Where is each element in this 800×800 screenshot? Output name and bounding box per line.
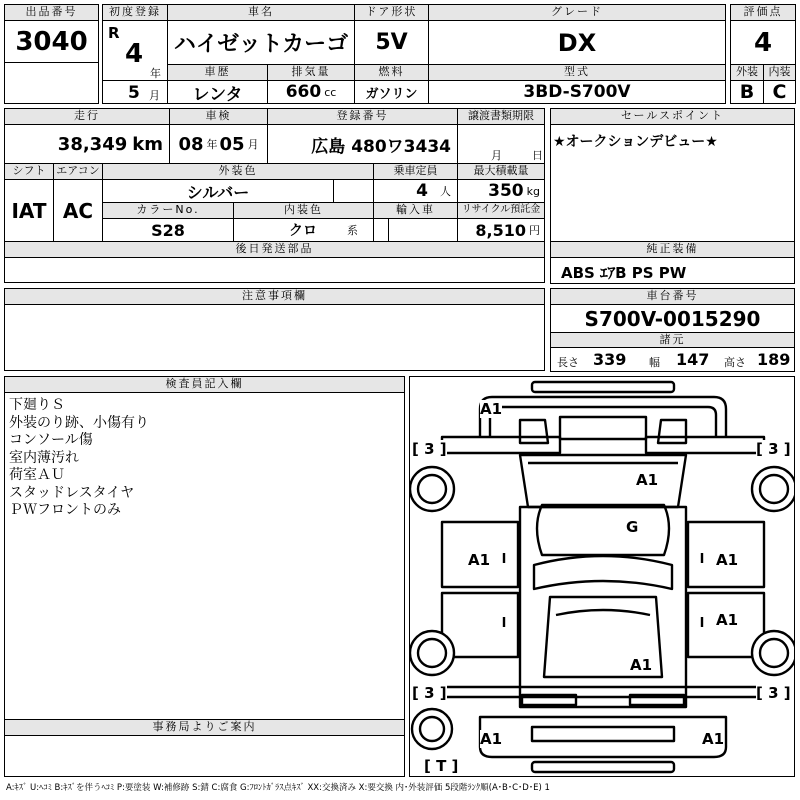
door-label: ドア形状 xyxy=(354,4,429,21)
sales-points-text: ★オークションデビュー★ xyxy=(553,134,718,150)
interior-grade: C xyxy=(763,80,796,104)
details-section xyxy=(4,108,545,283)
color: シルバー xyxy=(102,179,334,203)
interior-color-unit: 系 xyxy=(347,224,358,237)
length: 339 xyxy=(593,350,627,369)
fuel: ガソリン xyxy=(354,80,429,104)
mark-right-front-door: A1 xyxy=(716,551,739,569)
front-left-wheel xyxy=(410,467,454,511)
interior-color-label: 内装色 xyxy=(233,202,374,219)
height-label: 高さ xyxy=(724,356,746,369)
lot-number: 3040 xyxy=(4,20,99,63)
inspector-notes: 下廻りＳ 外装のり跡、小傷有り コンソール傷 室内薄汚れ 荷室ＡＵ スタッドレスタイヤ ＰＷフロントのみ xyxy=(4,392,405,720)
car-name-label: 車名 xyxy=(167,4,355,21)
door-type: 5V xyxy=(354,20,429,65)
equipment-text: ABS ｴｱB PS PW xyxy=(561,264,687,282)
equipment xyxy=(550,257,795,284)
import-left xyxy=(373,218,389,242)
inspection xyxy=(169,124,268,164)
height: 189 xyxy=(757,350,791,369)
mark-rear-area: A1 xyxy=(630,656,653,674)
tire-front-right: [ 3 ] xyxy=(756,440,791,458)
lot-number-label: 出品番号 xyxy=(4,4,99,21)
sales-points xyxy=(550,124,795,242)
interior-label: 内装 xyxy=(763,64,796,81)
length-label: 長さ xyxy=(557,356,579,369)
transfer-month-unit: 月 xyxy=(491,149,502,162)
recycle xyxy=(457,218,545,242)
inspection-month-unit: 月 xyxy=(247,138,259,151)
history: レンタ xyxy=(167,80,268,104)
model-label: 型式 xyxy=(428,64,726,81)
load-label: 最大積載量 xyxy=(457,163,545,180)
capacity-label: 乗車定員 xyxy=(373,163,458,180)
mark-left-front-door: A1 xyxy=(468,551,491,569)
grade-label: グレード xyxy=(428,4,726,21)
displacement-label: 排気量 xyxy=(267,64,355,81)
exterior-grade: B xyxy=(730,80,764,104)
reg-year: 4 xyxy=(125,39,144,69)
registration-label: 登録番号 xyxy=(267,108,458,125)
exterior-label: 外装 xyxy=(730,64,764,81)
inspection-year-unit: 年 xyxy=(206,138,218,151)
legend: A:ｷｽﾞ U:ﾍｺﾐ B:ｷｽﾞを伴うﾍｺﾐ P:要塗装 W:補修跡 S:錆 C:腐食 G:ﾌﾛﾝﾄｶﾞﾗｽ点ｷｽﾞ XX:交換済み X:要交換 内･外装評価 5段階ﾗﾝｸ順(A･B･C･D･E) 1 xyxy=(6,783,550,793)
mileage-unit: km xyxy=(132,133,163,155)
equipment-label: 純正装備 xyxy=(550,241,795,258)
shift: IAT xyxy=(4,179,54,242)
reg-month-unit: 月 xyxy=(149,89,160,102)
load xyxy=(457,179,545,203)
color-no: S28 xyxy=(102,218,234,242)
later-parts-value xyxy=(4,257,545,283)
mark-rear-left: A1 xyxy=(480,730,503,748)
caution-label: 注意事項欄 xyxy=(4,288,545,305)
score: 4 xyxy=(730,20,796,65)
interior-color-value: クロ xyxy=(289,223,317,239)
mark-windshield: A1 xyxy=(636,471,659,489)
mark-right-rear-door: A1 xyxy=(716,611,739,629)
mark-roof: G xyxy=(626,518,639,536)
car-outline xyxy=(410,377,795,777)
chassis-number: S700V-0015290 xyxy=(550,304,795,333)
mark-rear-right: A1 xyxy=(702,730,725,748)
header-section xyxy=(4,4,795,104)
tire-front-left: [ 3 ] xyxy=(412,440,447,458)
color-extra xyxy=(333,179,374,203)
mark-front-left: A1 xyxy=(480,400,503,418)
first-reg-value xyxy=(102,20,168,81)
fuel-label: 燃料 xyxy=(354,64,429,81)
color-label: 外装色 xyxy=(102,163,374,180)
capacity xyxy=(373,179,458,203)
transfer-day-unit: 日 xyxy=(532,149,543,162)
sales-points-label: セールスポイント xyxy=(550,108,795,125)
spare-wheel xyxy=(412,709,452,749)
load-value: 350 xyxy=(488,181,524,201)
displacement xyxy=(267,80,355,104)
inspection-month: 05 xyxy=(219,133,245,155)
displacement-unit: cc xyxy=(324,85,337,99)
history-label: 車歴 xyxy=(167,64,268,81)
reg-month: 5 xyxy=(128,83,140,103)
tire-rear-left: [ 3 ] xyxy=(412,684,447,702)
score-label: 評価点 xyxy=(730,4,796,21)
model: 3BD-S700V xyxy=(428,80,726,104)
inspector-label: 検査員記入欄 xyxy=(4,376,405,393)
import-value xyxy=(388,218,458,242)
specs xyxy=(550,347,795,372)
mileage xyxy=(4,124,170,164)
office-label: 事務局よりご案内 xyxy=(4,719,405,736)
specs-label: 諸元 xyxy=(550,332,795,348)
damage-diagram xyxy=(409,376,795,777)
first-reg-label: 初度登録 xyxy=(102,4,168,21)
inspection-label: 車検 xyxy=(169,108,268,125)
car-name: ハイゼットカーゴ xyxy=(167,20,355,65)
registration: 広島 480ワ3434 xyxy=(267,124,458,164)
mileage-value: 38,349 xyxy=(57,133,128,155)
transfer-label: 譲渡書類期限 xyxy=(457,108,545,125)
tire-spare: [ T ] xyxy=(424,757,459,775)
later-parts-label: 後日発送部品 xyxy=(4,241,545,258)
transfer xyxy=(457,124,545,164)
interior-color xyxy=(233,218,374,242)
tire-rear-right: [ 3 ] xyxy=(756,684,791,702)
recycle-label: リサイクル預託金 xyxy=(457,202,545,219)
reg-year-unit: 年 xyxy=(150,67,161,80)
ac-label: エアコン xyxy=(53,163,103,180)
ac: AC xyxy=(53,179,103,242)
inspection-year: 08 xyxy=(178,133,204,155)
era: R xyxy=(108,24,120,42)
caution xyxy=(4,304,545,371)
recycle-value: 8,510 xyxy=(475,220,526,240)
width-label: 幅 xyxy=(649,356,660,369)
shift-label: シフト xyxy=(4,163,54,180)
chassis-label: 車台番号 xyxy=(550,288,795,305)
lot-number-blank xyxy=(4,62,99,104)
load-unit: kg xyxy=(526,184,540,198)
capacity-value: 4 xyxy=(416,181,428,201)
first-reg-month xyxy=(102,80,168,104)
color-no-label: カラーNo. xyxy=(102,202,234,219)
displacement-value: 660 xyxy=(285,82,322,102)
office xyxy=(4,735,405,777)
rear-left-wheel xyxy=(410,631,454,675)
recycle-unit: 円 xyxy=(529,224,540,237)
capacity-unit: 人 xyxy=(440,185,451,198)
width: 147 xyxy=(676,350,710,369)
grade: DX xyxy=(428,20,726,65)
mileage-label: 走行 xyxy=(4,108,170,125)
import-label: 輸入車 xyxy=(373,202,458,219)
